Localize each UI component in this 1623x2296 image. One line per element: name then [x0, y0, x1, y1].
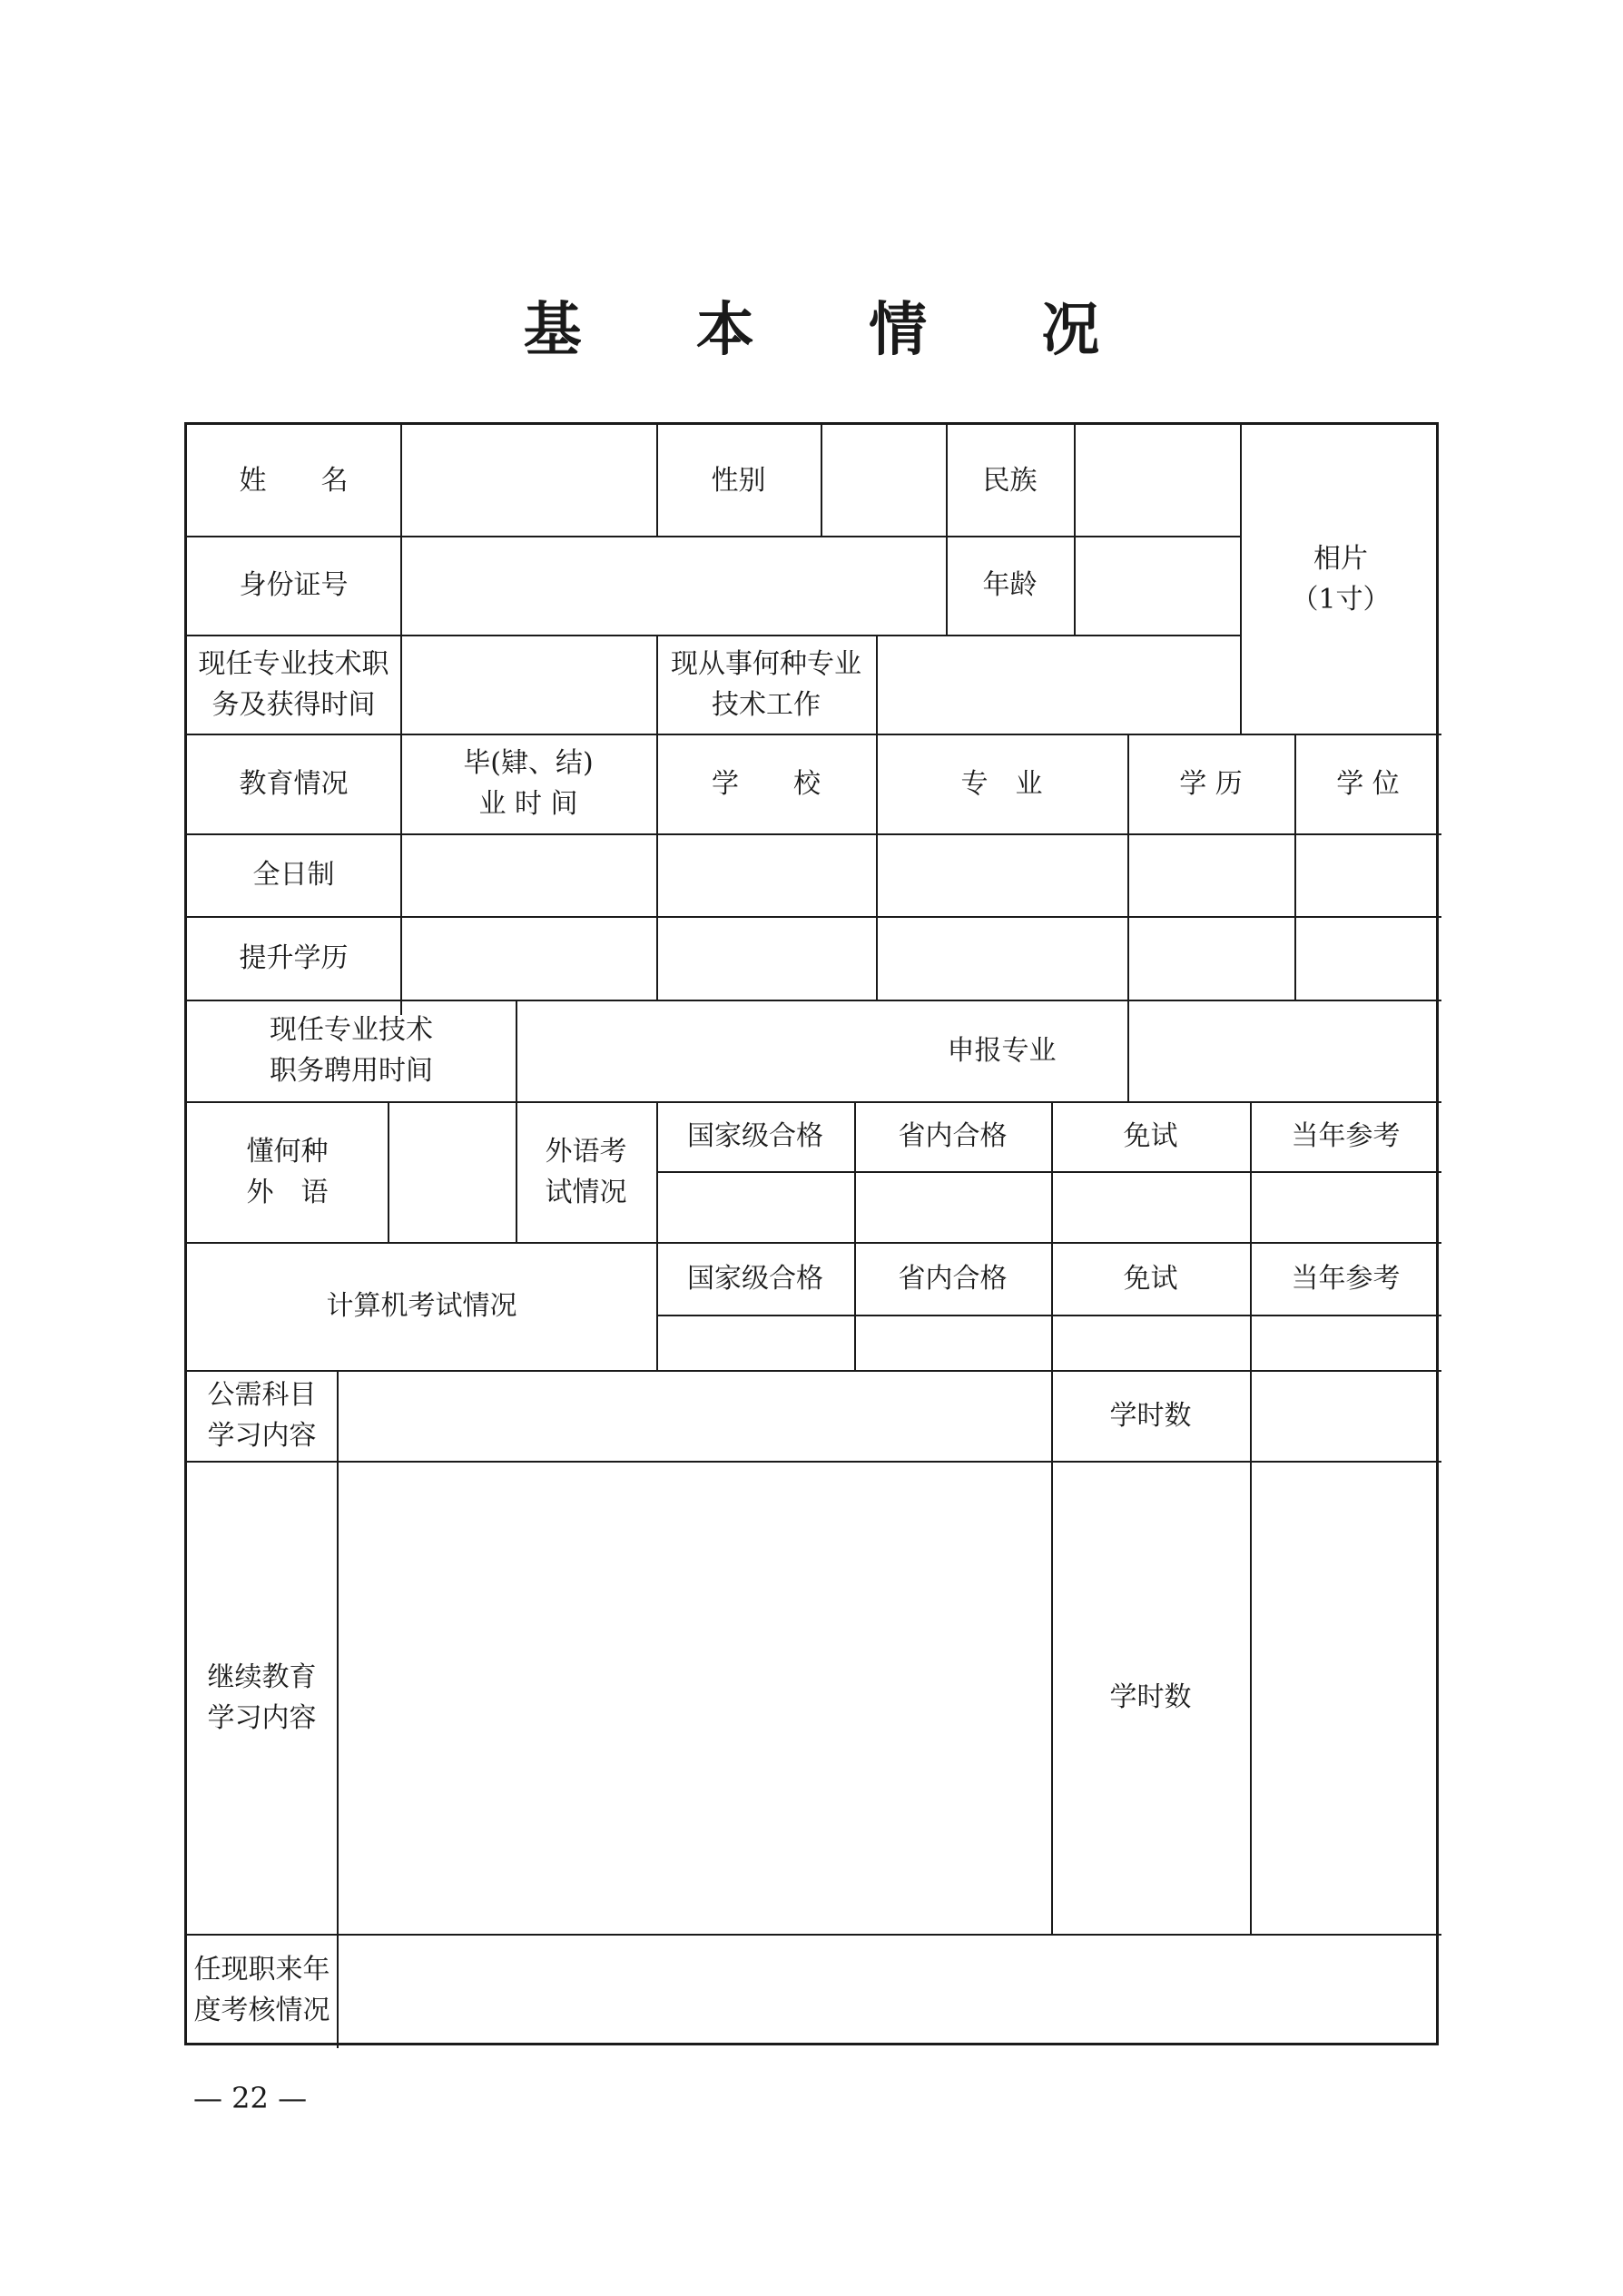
lang-national-pass-field[interactable]: [658, 1173, 852, 1240]
full-time-major-field[interactable]: [878, 835, 1126, 914]
label-lang-exempt: 免试: [1123, 1120, 1178, 1152]
label-lang-this-year: 当年参考: [1291, 1120, 1401, 1152]
label-id-number: 身份证号: [239, 569, 349, 601]
label-degree: 学 位: [1336, 767, 1400, 800]
foreign-lang-field[interactable]: [389, 1103, 514, 1240]
annual-review-field[interactable]: [339, 1936, 1439, 2045]
id-number-field[interactable]: [402, 537, 944, 633]
label-upgrade: 提升学历: [239, 941, 349, 974]
full-time-degree-field[interactable]: [1296, 835, 1439, 914]
computer-provincial-pass-field[interactable]: [856, 1316, 1049, 1368]
appoint-time-field[interactable]: [517, 1001, 874, 1099]
upgrade-degree-level-field[interactable]: [1129, 918, 1293, 998]
basic-info-table: [184, 422, 1439, 2045]
label-education: 教育情况: [239, 767, 349, 800]
upgrade-degree-field[interactable]: [1296, 918, 1439, 998]
ethnicity-field[interactable]: [1076, 427, 1238, 534]
lang-exempt-field[interactable]: [1053, 1173, 1248, 1240]
public-study-hours-field[interactable]: [1252, 1372, 1439, 1459]
label-computer-this-year: 当年参考: [1291, 1262, 1401, 1295]
label-degree-level: 学 历: [1179, 767, 1243, 800]
computer-exempt-field[interactable]: [1053, 1316, 1248, 1368]
label-foreign-lang: 懂何种 外 语: [246, 1135, 329, 1208]
continuing-edu-field[interactable]: [339, 1463, 1049, 1932]
continuing-study-hours-field[interactable]: [1252, 1463, 1439, 1932]
label-full-time: 全日制: [252, 859, 335, 891]
label-continuing-study-hours: 学时数: [1109, 1681, 1192, 1713]
name-field[interactable]: [402, 427, 654, 534]
full-time-degree-level-field[interactable]: [1129, 835, 1293, 914]
label-appoint-time: 现任专业技术 职务聘用时间: [270, 1014, 433, 1087]
upgrade-school-field[interactable]: [658, 918, 874, 998]
public-subjects-field[interactable]: [339, 1372, 1049, 1459]
applied-major-field[interactable]: [1129, 1001, 1439, 1099]
page-number: — 22 —: [193, 2081, 308, 2115]
label-continuing-edu: 继续教育 学习内容: [207, 1660, 317, 1734]
label-computer-exempt: 免试: [1123, 1262, 1178, 1295]
current-work-field[interactable]: [878, 636, 1238, 732]
computer-national-pass-field[interactable]: [658, 1316, 852, 1368]
full-time-school-field[interactable]: [658, 835, 874, 914]
label-gender: 性别: [711, 464, 766, 497]
label-public-study-hours: 学时数: [1109, 1399, 1192, 1432]
label-computer-provincial-pass: 省内合格: [898, 1262, 1008, 1295]
lang-this-year-field[interactable]: [1252, 1173, 1439, 1240]
full-time-grad-time-field[interactable]: [402, 835, 654, 914]
label-current-title: 现任专业技术职 务及获得时间: [198, 647, 389, 721]
label-school: 学 校: [712, 767, 821, 800]
upgrade-major-field[interactable]: [878, 918, 1126, 998]
label-name: 姓 名: [239, 464, 349, 497]
label-annual-review: 任现职来年 度考核情况: [193, 1953, 330, 2026]
label-lang-national-pass: 国家级合格: [687, 1120, 823, 1152]
upgrade-grad-time-field[interactable]: [402, 918, 654, 998]
age-field[interactable]: [1076, 537, 1238, 633]
label-public-subjects: 公需科目 学习内容: [207, 1379, 317, 1452]
label-applied-major: 申报专业: [947, 1034, 1057, 1067]
label-lang-provincial-pass: 省内合格: [898, 1120, 1008, 1152]
label-grad-time: 毕(肄、结) 业 时 间: [463, 747, 594, 820]
label-computer-exam: 计算机考试情况: [326, 1290, 517, 1322]
label-ethnicity: 民族: [982, 464, 1038, 497]
photo-box[interactable]: 相片 （1寸）: [1291, 543, 1391, 616]
label-major: 专 业: [960, 767, 1043, 800]
computer-this-year-field[interactable]: [1252, 1316, 1439, 1368]
page-title: 基 本 情 况: [523, 297, 1147, 364]
label-current-work: 现从事何种专业 技术工作: [671, 647, 861, 721]
current-title-field[interactable]: [402, 636, 654, 732]
label-lang-exam: 外语考 试情况: [545, 1135, 627, 1208]
lang-provincial-pass-field[interactable]: [856, 1173, 1049, 1240]
gender-field[interactable]: [822, 427, 944, 534]
label-computer-national-pass: 国家级合格: [687, 1262, 823, 1295]
label-age: 年龄: [982, 569, 1038, 601]
